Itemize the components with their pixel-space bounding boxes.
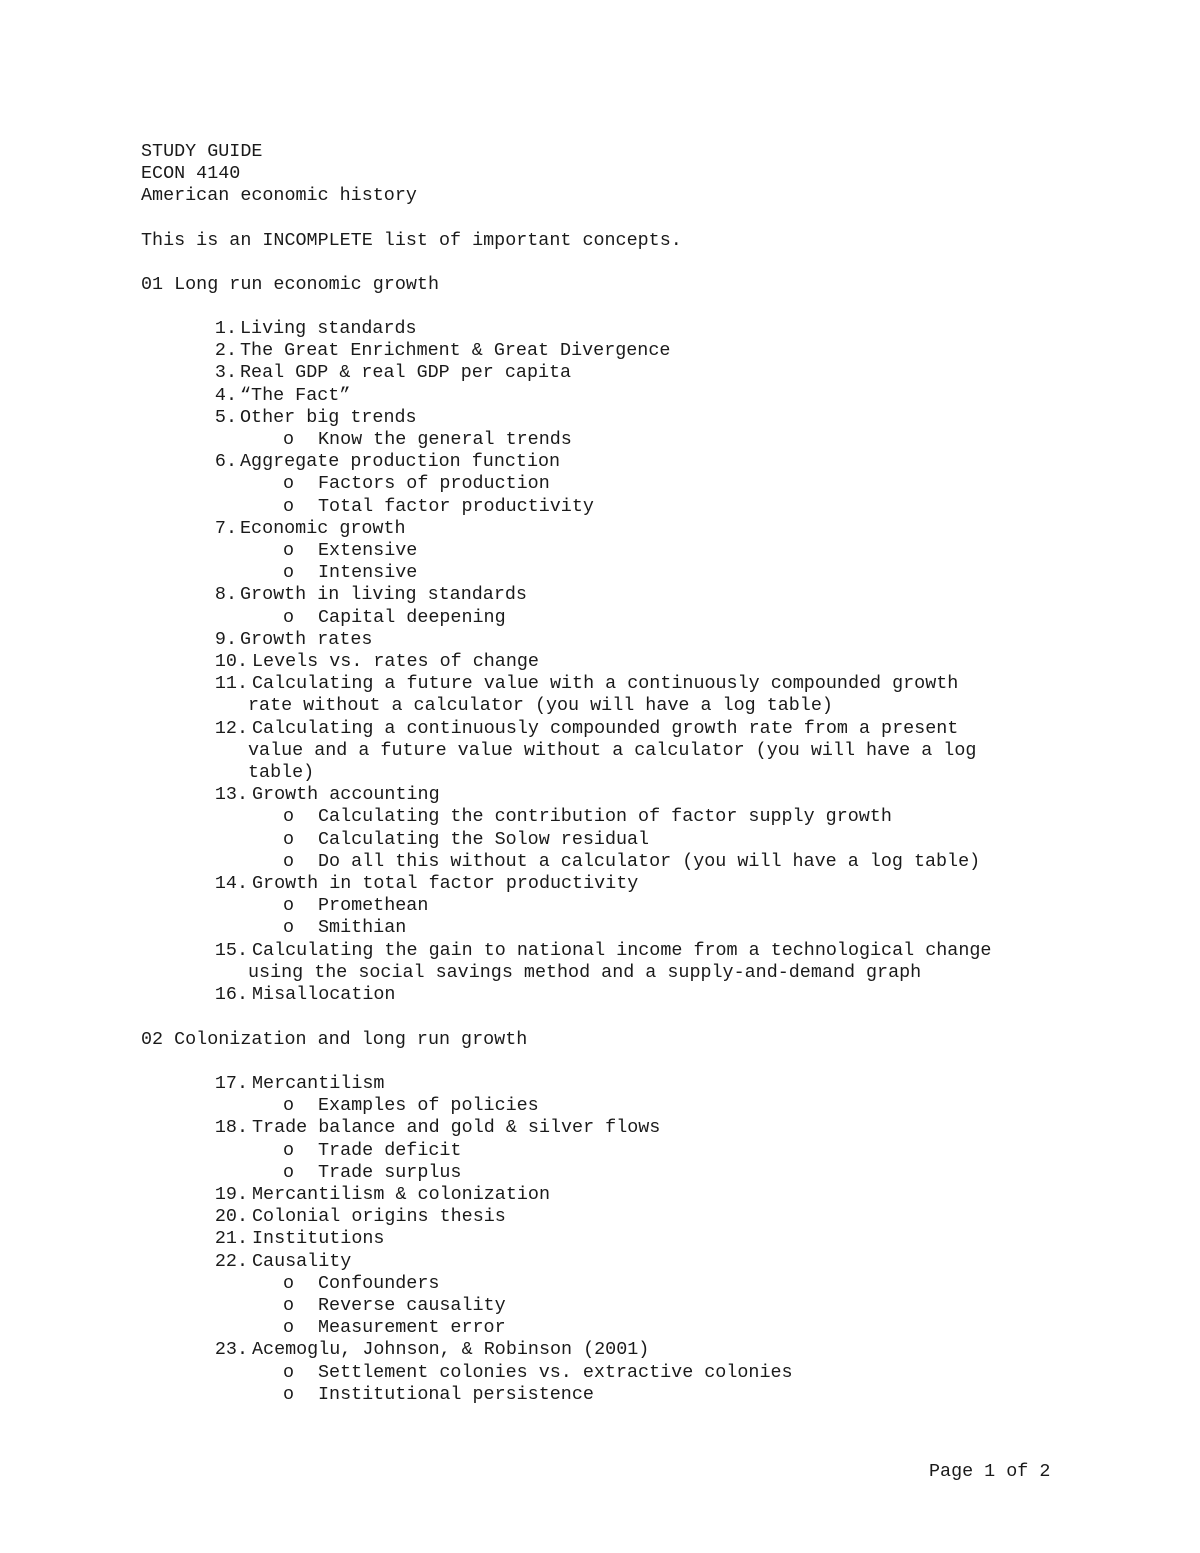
page-number: Page 1 of 2 (929, 1461, 1051, 1482)
sub-list-item: Calculating the Solow residual (318, 829, 650, 850)
list-item: Trade balance and gold & silver flows (252, 1117, 661, 1138)
item-number: 5. (214, 407, 237, 428)
sub-bullet-marker: o (283, 1273, 295, 1294)
list-item-continuation: using the social savings method and a supply-and-demand graph (248, 962, 922, 983)
sub-bullet-marker: o (283, 895, 295, 916)
sub-list-item: Extensive (318, 540, 418, 561)
sub-bullet-marker: o (283, 1140, 295, 1161)
section-heading: 02 Colonization and long run growth (141, 1029, 528, 1050)
item-number: 15. (214, 940, 248, 961)
list-item: Colonial origins thesis (252, 1206, 506, 1227)
item-number: 4. (214, 385, 237, 406)
item-number: 11. (214, 673, 248, 694)
item-number: 17. (214, 1073, 248, 1094)
list-item: Growth in total factor productivity (252, 873, 639, 894)
item-number: 8. (214, 584, 237, 605)
sub-bullet-marker: o (283, 1317, 295, 1338)
list-item: Calculating the gain to national income from a technological change (252, 940, 992, 961)
item-number: 14. (214, 873, 248, 894)
list-item-continuation: rate without a calculator (you will have a log table) (248, 695, 833, 716)
sub-list-item: Do all this without a calculator (you will have a log table) (318, 851, 981, 872)
sub-bullet-marker: o (283, 1384, 295, 1405)
sub-list-item: Measurement error (318, 1317, 506, 1338)
item-number: 6. (214, 451, 237, 472)
item-number: 1. (214, 318, 237, 339)
item-number: 10. (214, 651, 248, 672)
doc-title: STUDY GUIDE (141, 141, 263, 162)
sub-bullet-marker: o (283, 607, 295, 628)
list-item: Misallocation (252, 984, 396, 1005)
sub-list-item: Total factor productivity (318, 496, 594, 517)
item-number: 9. (214, 629, 237, 650)
sub-list-item: Reverse causality (318, 1295, 506, 1316)
sub-bullet-marker: o (283, 540, 295, 561)
list-item: “The Fact” (240, 385, 351, 406)
list-item: Calculating a continuously compounded growth rate from a present (252, 718, 959, 739)
list-item: Growth in living standards (240, 584, 527, 605)
intro-text: This is an INCOMPLETE list of important concepts. (141, 230, 682, 251)
list-item: Economic growth (240, 518, 406, 539)
sub-bullet-marker: o (283, 496, 295, 517)
list-item: Mercantilism (252, 1073, 385, 1094)
sub-bullet-marker: o (283, 429, 295, 450)
sub-list-item: Trade deficit (318, 1140, 462, 1161)
list-item: Real GDP & real GDP per capita (240, 362, 572, 383)
list-item: Acemoglu, Johnson, & Robinson (2001) (252, 1339, 650, 1360)
item-number: 13. (214, 784, 248, 805)
sub-list-item: Calculating the contribution of factor supply growth (318, 806, 892, 827)
item-number: 19. (214, 1184, 248, 1205)
item-number: 7. (214, 518, 237, 539)
item-number: 12. (214, 718, 248, 739)
section-heading: 01 Long run economic growth (141, 274, 439, 295)
item-number: 20. (214, 1206, 248, 1227)
list-item: Causality (252, 1251, 352, 1272)
list-item: Living standards (240, 318, 417, 339)
sub-bullet-marker: o (283, 829, 295, 850)
list-item: Growth accounting (252, 784, 440, 805)
list-item: Mercantilism & colonization (252, 1184, 550, 1205)
sub-list-item: Settlement colonies vs. extractive colonies (318, 1362, 793, 1383)
list-item: Levels vs. rates of change (252, 651, 539, 672)
sub-bullet-marker: o (283, 806, 295, 827)
list-item: Other big trends (240, 407, 417, 428)
list-item-continuation: table) (248, 762, 315, 783)
item-number: 23. (214, 1339, 248, 1360)
item-number: 21. (214, 1228, 248, 1249)
course-code: ECON 4140 (141, 163, 241, 184)
sub-list-item: Trade surplus (318, 1162, 462, 1183)
sub-bullet-marker: o (283, 1095, 295, 1116)
course-subject: American economic history (141, 185, 417, 206)
list-item: Calculating a future value with a continuously compounded growth (252, 673, 959, 694)
sub-list-item: Intensive (318, 562, 418, 583)
sub-bullet-marker: o (283, 1295, 295, 1316)
sub-list-item: Examples of policies (318, 1095, 539, 1116)
sub-list-item: Capital deepening (318, 607, 506, 628)
sub-list-item: Know the general trends (318, 429, 572, 450)
item-number: 16. (214, 984, 248, 1005)
item-number: 22. (214, 1251, 248, 1272)
sub-bullet-marker: o (283, 562, 295, 583)
item-number: 18. (214, 1117, 248, 1138)
list-item: Institutions (252, 1228, 385, 1249)
list-item: The Great Enrichment & Great Divergence (240, 340, 671, 361)
sub-list-item: Institutional persistence (318, 1384, 594, 1405)
sub-list-item: Factors of production (318, 473, 550, 494)
sub-bullet-marker: o (283, 1162, 295, 1183)
item-number: 2. (214, 340, 237, 361)
item-number: 3. (214, 362, 237, 383)
sub-bullet-marker: o (283, 851, 295, 872)
sub-list-item: Smithian (318, 917, 407, 938)
sub-list-item: Promethean (318, 895, 429, 916)
sub-list-item: Confounders (318, 1273, 440, 1294)
list-item: Aggregate production function (240, 451, 561, 472)
sub-bullet-marker: o (283, 473, 295, 494)
sub-bullet-marker: o (283, 917, 295, 938)
sub-bullet-marker: o (283, 1362, 295, 1383)
list-item-continuation: value and a future value without a calculator (you will have a log (248, 740, 977, 761)
list-item: Growth rates (240, 629, 373, 650)
